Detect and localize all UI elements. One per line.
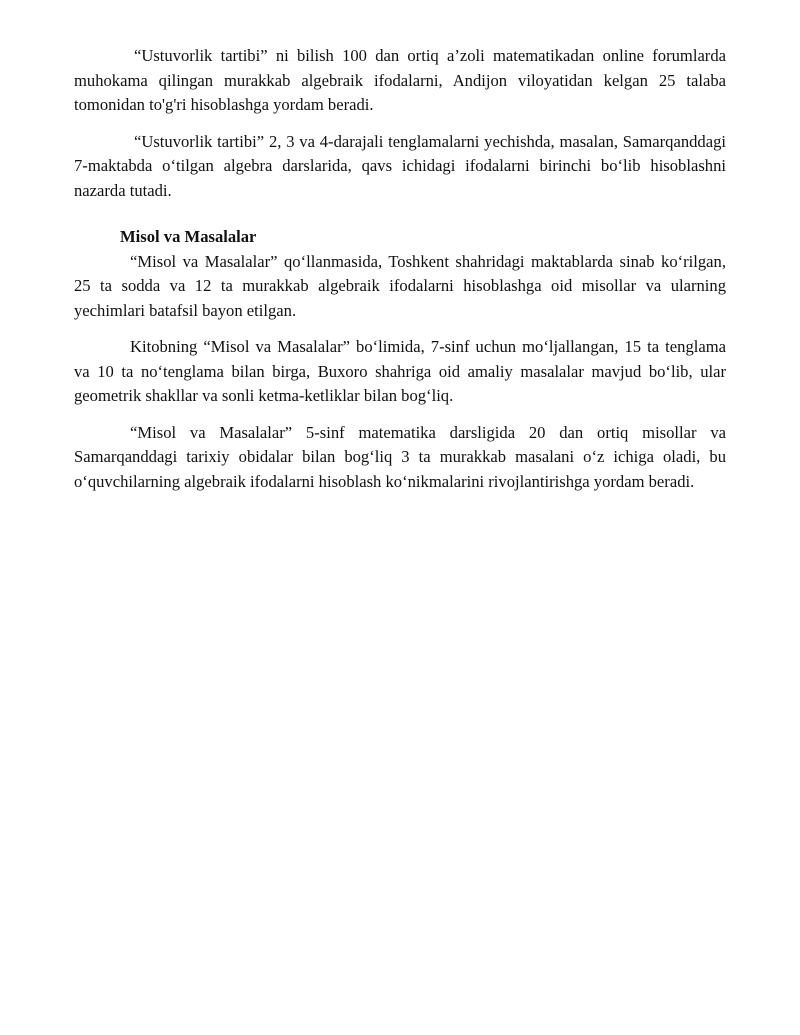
paragraph-examples-book-section: Kitobning “Misol va Masalalar” bo‘limida, 7-sinf uchun mo‘ljallangan, 15 ta tenglama va 10 ta no‘tenglama bilan birga, Buxoro shahriga oid amaliy masalalar mavjud bo‘lib, ular geometrik shakllar va sonli ketma-ketliklar bilan bog‘liq.: [74, 337, 726, 405]
paragraph-examples-textbook: “Misol va Masalalar” 5-sinf matematika darsligida 20 dan ortiq misollar va Samarqanddagi tarixiy obidalar bilan bog‘liq 3 ta murakkab masalani o‘z ichiga oladi, bu o‘quvchilarning algebraik ifodalarni hisoblash ko‘nikmalarini rivojlantirishga yordam beradi.: [74, 422, 726, 491]
document-page: [74, 44, 726, 494]
section-heading: Misol va Masalalar: [120, 227, 257, 246]
paragraph-examples-manual: “Misol va Masalalar” qo‘llanmasida, Toshkent shahridagi maktablarda sinab ko‘rilgan, 25 ta sodda va 12 ta murakkab algebraik ifodalarni hisoblashga oid misollar va ularning yechimlari batafsil bayon etilgan.: [74, 251, 726, 320]
paragraph-priority-order-intro: “Ustuvorlik tartibi” ni bilish 100 dan ortiq a’zoli matematikadan online forumlarda muhokama qilingan murakkab algebraik ifodalarni, Andijon viloyatidan kelgan 25 talaba tomonidan to'g'ri hisoblashga yordam beradi.: [74, 46, 726, 114]
paragraph-priority-order-equations: “Ustuvorlik tartibi” 2, 3 va 4-darajali tenglamalarni yechishda, masalan, Samarqanddagi 7-maktabda o‘tilgan algebra darslarida, qavs ichidagi ifodalarni birinchi bo‘lib hisoblashni nazarda tutadi.: [74, 131, 726, 200]
